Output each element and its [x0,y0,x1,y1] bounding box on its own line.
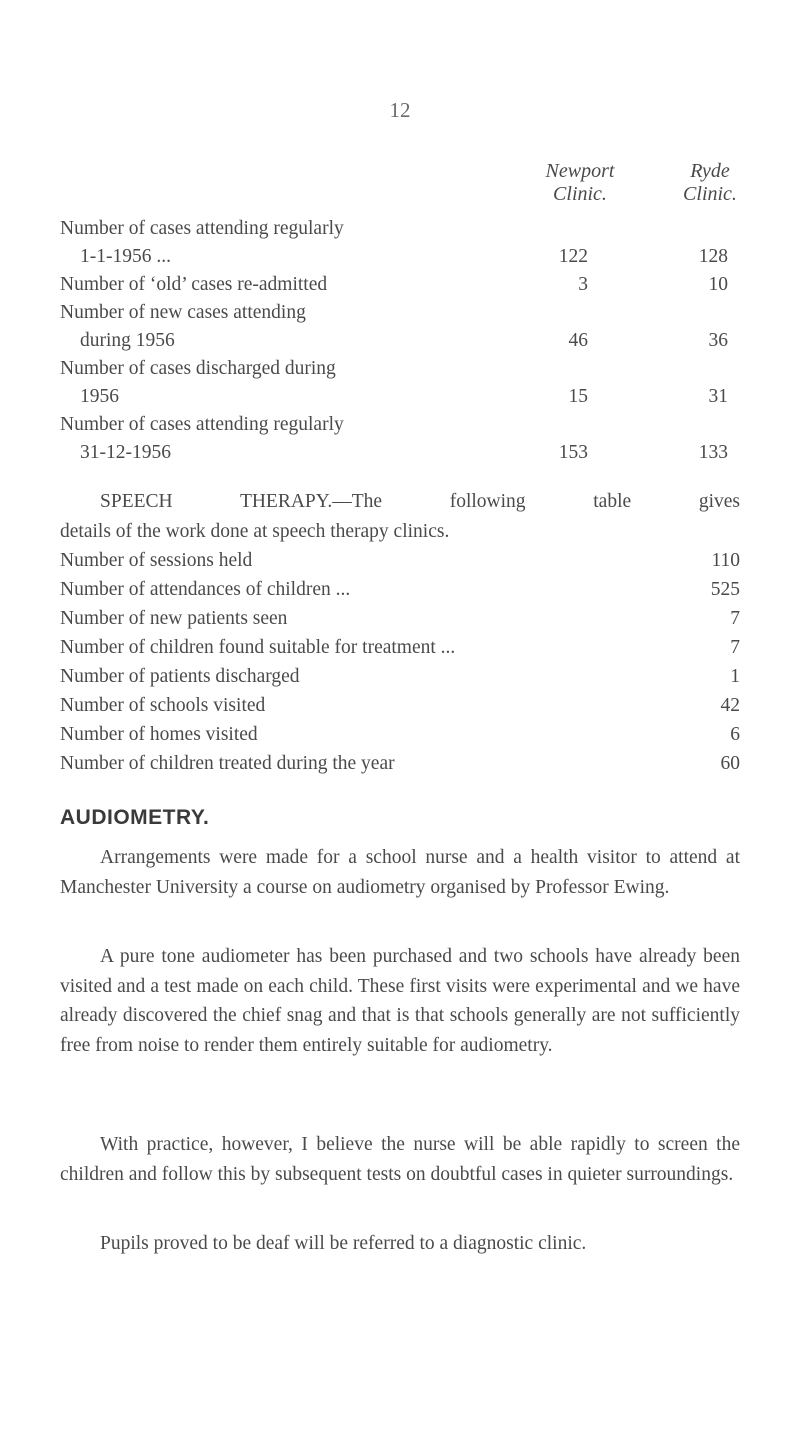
item-value: 7 [730,637,740,658]
item-label: Number of attendances of children ... [60,579,351,600]
row-label: Number of cases discharged during [60,358,336,379]
item-value: 7 [730,608,740,629]
audiometry-paragraph: Pupils proved to be deaf will be referred to a diagnostic clinic. [100,1233,587,1254]
row-label: 1956 [80,386,119,407]
intro-line: SPEECH THERAPY.—The following table gives [100,491,740,512]
newport-value: 15 [568,386,588,407]
ryde-value: 128 [698,246,728,267]
newport-value: 46 [568,330,588,351]
column-header-line1: Newport [545,160,615,182]
row-label: 1-1-1956 ... [80,246,171,267]
audiometry-paragraph: A pure tone audiometer has been purchased and two schools have already been visited and a test made on each child. These first visits were experimental and we have already discovered the chief snag and that is that schools generally are not sufficiently free from noise to render them entirely suitable for audiometry. [60,946,740,1056]
item-value: 42 [720,695,740,716]
intro-line: details of the work done at speech therapy clinics. [60,521,450,542]
ryde-value: 10 [708,274,728,295]
row-label: Number of cases attending regularly [60,218,344,239]
ryde-value: 36 [708,330,728,351]
newport-value: 153 [558,442,588,463]
column-header-newport [525,160,635,206]
column-header-line1: Ryde [690,160,730,182]
item-value: 60 [720,753,740,774]
item-label: Number of children treated during the year [60,753,395,774]
page-number: 12 [389,98,411,122]
row-label: during 1956 [80,330,175,351]
row-label: Number of new cases attending [60,302,306,323]
item-value: 1 [730,666,740,687]
item-label: Number of patients discharged [60,666,300,687]
ryde-value: 31 [708,386,728,407]
audiometry-paragraph: With practice, however, I believe the nurse will be able rapidly to screen the children and follow this by subsequent tests on doubtful cases in quieter surroundings. [60,1134,740,1185]
ryde-value: 133 [698,442,728,463]
item-label: Number of new patients seen [60,608,288,629]
column-header-line2: Clinic. [553,183,607,205]
column-header-ryde [655,160,765,206]
row-label: Number of ‘old’ cases re-admitted [60,274,328,295]
item-label: Number of sessions held [60,550,253,571]
item-value: 110 [711,550,740,571]
audiometry-heading: AUDIOMETRY. [60,806,210,829]
item-value: 525 [710,579,740,600]
newport-value: 122 [558,246,588,267]
item-label: Number of schools visited [60,695,266,716]
item-label: Number of children found suitable for treatment ... [60,637,456,658]
newport-value: 3 [578,274,588,295]
audiometry-paragraph: Arrangements were made for a school nurse and a health visitor to attend at Manchester University a course on audiometry organised by Professor Ewing. [60,847,740,898]
column-header-line2: Clinic. [683,183,737,205]
item-label: Number of homes visited [60,724,258,745]
row-label: 31-12-1956 [80,442,171,463]
item-value: 6 [730,724,740,745]
row-label: Number of cases attending regularly [60,414,344,435]
